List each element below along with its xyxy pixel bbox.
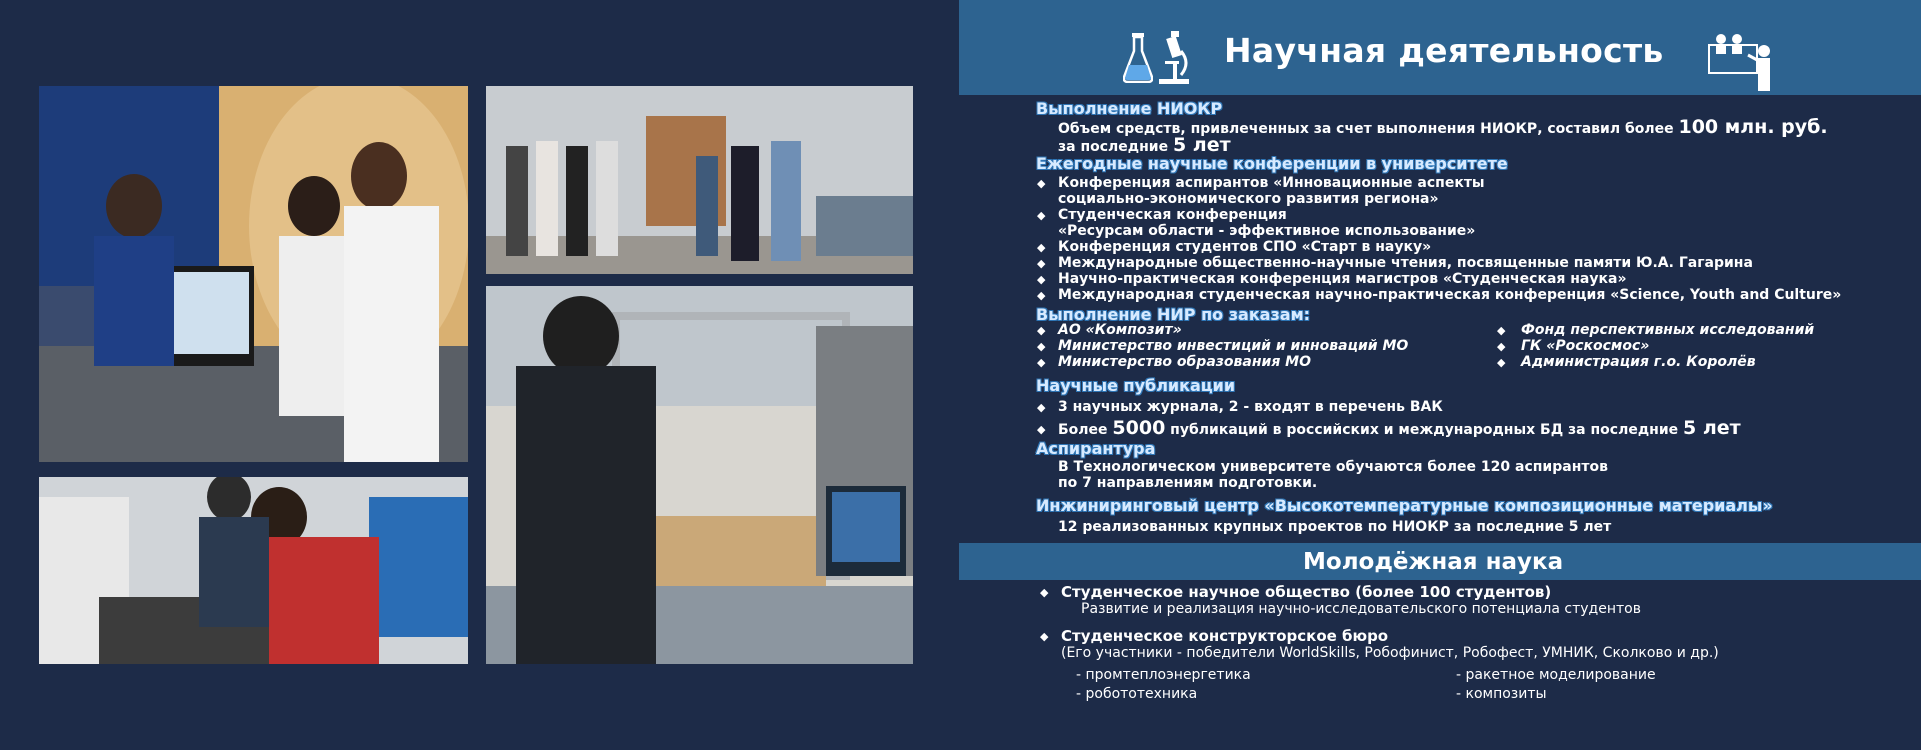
science-title: Научная деятельность	[1224, 31, 1664, 70]
aspirantura-heading: Аспирантура	[1036, 439, 1156, 458]
conference-item: Международная студенческая научно-практическая конференция «Science, Youth and Culture»	[1058, 287, 1842, 303]
direction-item: - промтеплоэнергетика	[1076, 667, 1251, 683]
order-item: ГК «Роскосмос»	[1521, 338, 1650, 354]
order-item: Министерство образования МО	[1058, 354, 1312, 370]
order-item: Администрация г.о. Королёв	[1521, 354, 1756, 370]
cnc-machine-photo	[486, 286, 913, 664]
bureau-title: Студенческое конструкторское бюро	[1061, 627, 1389, 645]
publications-item: 3 научных журнала, 2 - входят в перечень ВАК	[1058, 399, 1443, 415]
diamond-bullet-icon: ◆	[1040, 586, 1049, 599]
diamond-bullet-icon: ◆	[1037, 273, 1046, 286]
diamond-bullet-icon: ◆	[1037, 209, 1046, 222]
order-item: АО «Композит»	[1058, 322, 1182, 338]
students-lab-photo	[39, 86, 468, 462]
society-title: Студенческое научное общество (более 100 студентов)	[1061, 583, 1552, 601]
diamond-bullet-icon: ◆	[1040, 630, 1049, 643]
conference-item: Конференция аспирантов «Инновационные аспекты	[1058, 175, 1485, 191]
diamond-bullet-icon: ◆	[1037, 356, 1046, 369]
diamond-bullet-icon: ◆	[1037, 340, 1046, 353]
aspirantura-line: В Технологическом университете обучаются более 120 аспирантов	[1058, 459, 1608, 475]
publications-item: Более 5000 публикаций в российских и международных БД за последние 5 лет	[1058, 417, 1741, 439]
diamond-bullet-icon: ◆	[1497, 340, 1506, 353]
direction-item: - композиты	[1456, 686, 1547, 702]
youth-band	[959, 543, 1921, 580]
microscope-icon	[1157, 31, 1191, 85]
title-band	[959, 0, 1921, 95]
publications-heading: Научные публикации	[1036, 376, 1236, 395]
conference-item: Студенческая конференция	[1058, 207, 1287, 223]
niokr-heading: Выполнение НИОКР	[1036, 99, 1223, 118]
conference-item: «Ресурсам области - эффективное использование»	[1058, 223, 1476, 239]
student-work-photo	[39, 477, 468, 664]
engineering-line: 12 реализованных крупных проектов по НИОКР за последние 5 лет	[1058, 519, 1612, 535]
society-description: Развитие и реализация научно-исследовательского потенциала студентов	[1081, 601, 1641, 617]
diamond-bullet-icon: ◆	[1037, 324, 1046, 337]
diamond-bullet-icon: ◆	[1037, 401, 1046, 414]
youth-title: Молодёжная наука	[1303, 549, 1564, 575]
diamond-bullet-icon: ◆	[1497, 356, 1506, 369]
conference-item: социально-экономического развития региона»	[1058, 191, 1439, 207]
flask-icon	[1123, 33, 1153, 83]
orders-heading: Выполнение НИР по заказам:	[1036, 305, 1311, 324]
conference-item: Международные общественно-научные чтения, посвященные памяти Ю.А. Гагарина	[1058, 255, 1753, 271]
diamond-bullet-icon: ◆	[1037, 423, 1046, 436]
diamond-bullet-icon: ◆	[1037, 257, 1046, 270]
aspirantura-line: по 7 направлениям подготовки.	[1058, 475, 1318, 491]
engineering-heading: Инжиниринговый центр «Высокотемпературные композиционные материалы»	[1036, 496, 1773, 515]
direction-item: - ракетное моделирование	[1456, 667, 1656, 683]
diamond-bullet-icon: ◆	[1037, 241, 1046, 254]
diamond-bullet-icon: ◆	[1037, 289, 1046, 302]
bureau-description: (Его участники - победители WorldSkills, Робофинист, Робофест, УМНИК, Сколково и др.)	[1061, 645, 1719, 661]
conferences-heading: Ежегодные научные конференции в университете	[1036, 154, 1508, 173]
niokr-line-1: Объем средств, привлеченных за счет выполнения НИОКР, составил более 100 млн. руб.	[1058, 116, 1828, 138]
workshop-visit-photo	[486, 86, 913, 274]
diamond-bullet-icon: ◆	[1037, 177, 1046, 190]
niokr-line-2: за последние 5 лет	[1058, 134, 1231, 156]
diamond-bullet-icon: ◆	[1497, 324, 1506, 337]
conference-item: Конференция студентов СПО «Старт в науку»	[1058, 239, 1432, 255]
direction-item: - робототехника	[1076, 686, 1198, 702]
order-item: Министерство инвестиций и инноваций МО	[1058, 338, 1409, 354]
order-item: Фонд перспективных исследований	[1521, 322, 1815, 338]
lecture-icon	[1708, 33, 1776, 91]
conference-item: Научно-практическая конференция магистров «Студенческая наука»	[1058, 271, 1627, 287]
